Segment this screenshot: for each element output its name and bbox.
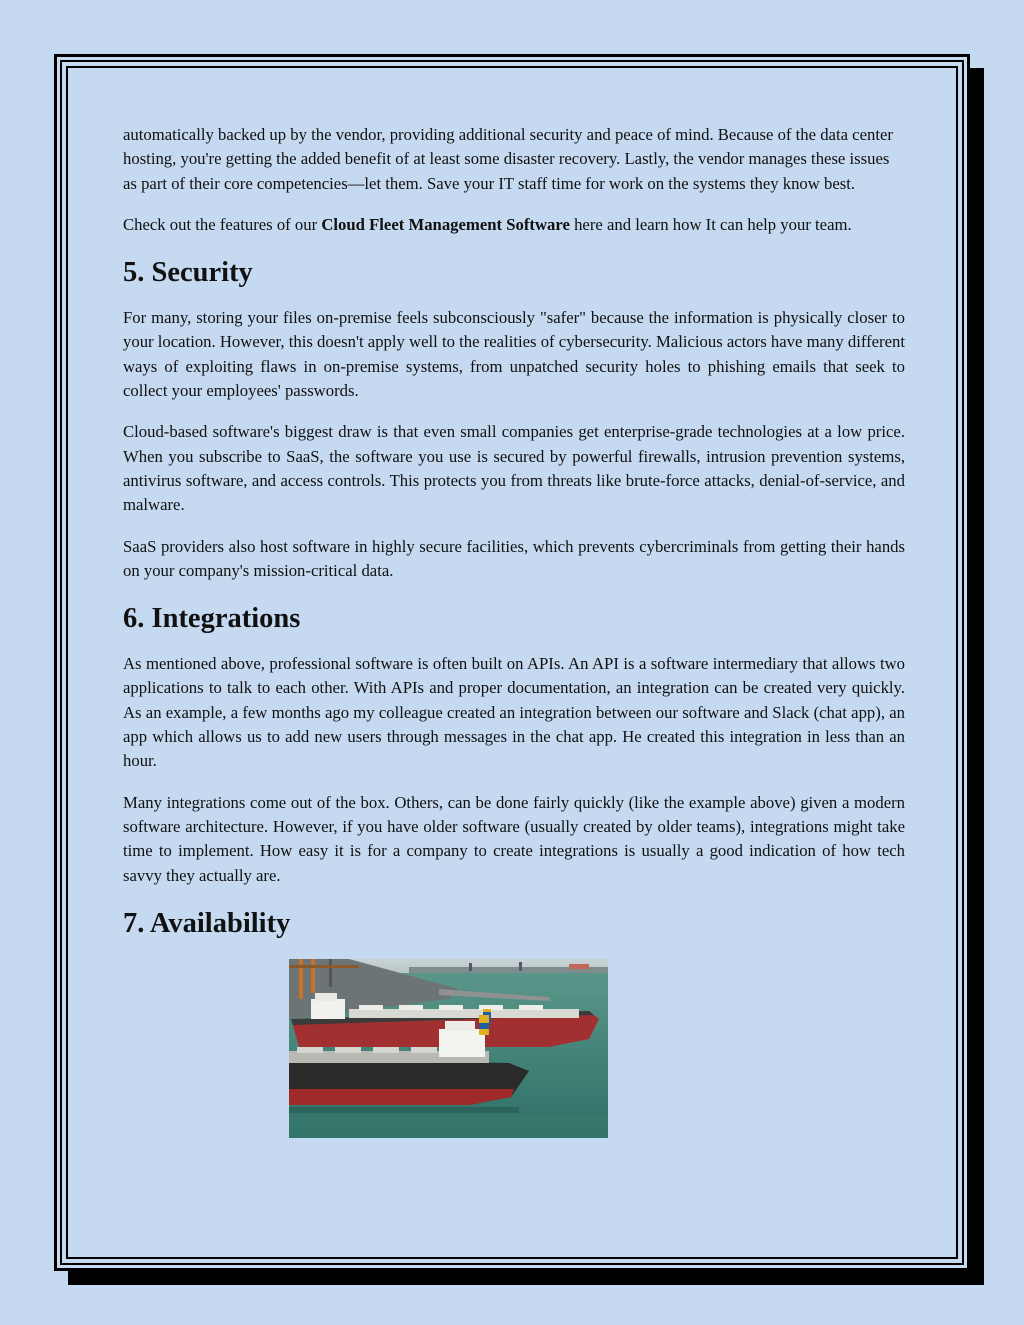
cta-text-after: here and learn how It can help your team. [569,214,852,234]
cta-product-link[interactable]: Cloud Fleet Management Software [321,214,570,234]
heading-availability: 7. Availability [123,907,291,939]
integrations-paragraph-2: Many integrations come out of the box. Others, can be done fairly quickly (like the example above) given a modern software architecture. However, if you have older software (usually created by older teams), integrations might take time to implement. How easy it is for a company to create integrations is usually a good indication of how tech savvy they actually are. [123,792,905,885]
cargo-ships-illustration [289,959,608,1138]
security-paragraph-3: SaaS providers also host software in highly secure facilities, which prevents cybercriminals from getting their hands on your company's mission-critical data. [123,536,905,580]
cargo-ships-photo [289,959,608,1138]
security-paragraph-2: Cloud-based software's biggest draw is that even small companies get enterprise-grade technologies at a low price. When you subscribe to SaaS, the software you use is secured by powerful firewalls, intrusion prevention systems, antivirus software, and access controls. This protects you from threats like brute-force attacks, denial-of-service, and malware. [123,422,905,515]
page-frame-border [54,54,970,1271]
security-paragraph-1: For many, storing your files on-premise feels subconsciously "safer" because the information is physically closer to your location. However, this doesn't apply well to the realities of cybersecurity. Malicious actors have many different ways of exploiting flaws in on-premise systems, from unpatched security holes to phishing emails that seek to collect your employees' passwords. [123,308,905,401]
heading-integrations: 6. Integrations [123,603,301,635]
heading-security: 5. Security [123,257,253,289]
document-body [123,123,905,957]
cta-text-before: Check out the features of our [123,214,322,234]
cta-paragraph [123,213,905,237]
intro-paragraph: automatically backed up by the vendor, providing additional security and peace of mind. Because of the data center hosting, you're getting the added benefit of at least some disaster recovery. Lastly, the vendor manages these issues as part of their core competencies—let them. Save your IT staff time for work on the systems they know best. [123,125,893,193]
integrations-paragraph-1: As mentioned above, professional software is often built on APIs. An API is a software intermediary that allows two applications to talk to each other. With APIs and proper documentation, an integration can be created very quickly. As an example, a few months ago my colleague created an integration between our software and Slack (chat app), an app which allows us to add new users through messages in the chat app. He created this integration in less than an hour. [123,654,905,771]
